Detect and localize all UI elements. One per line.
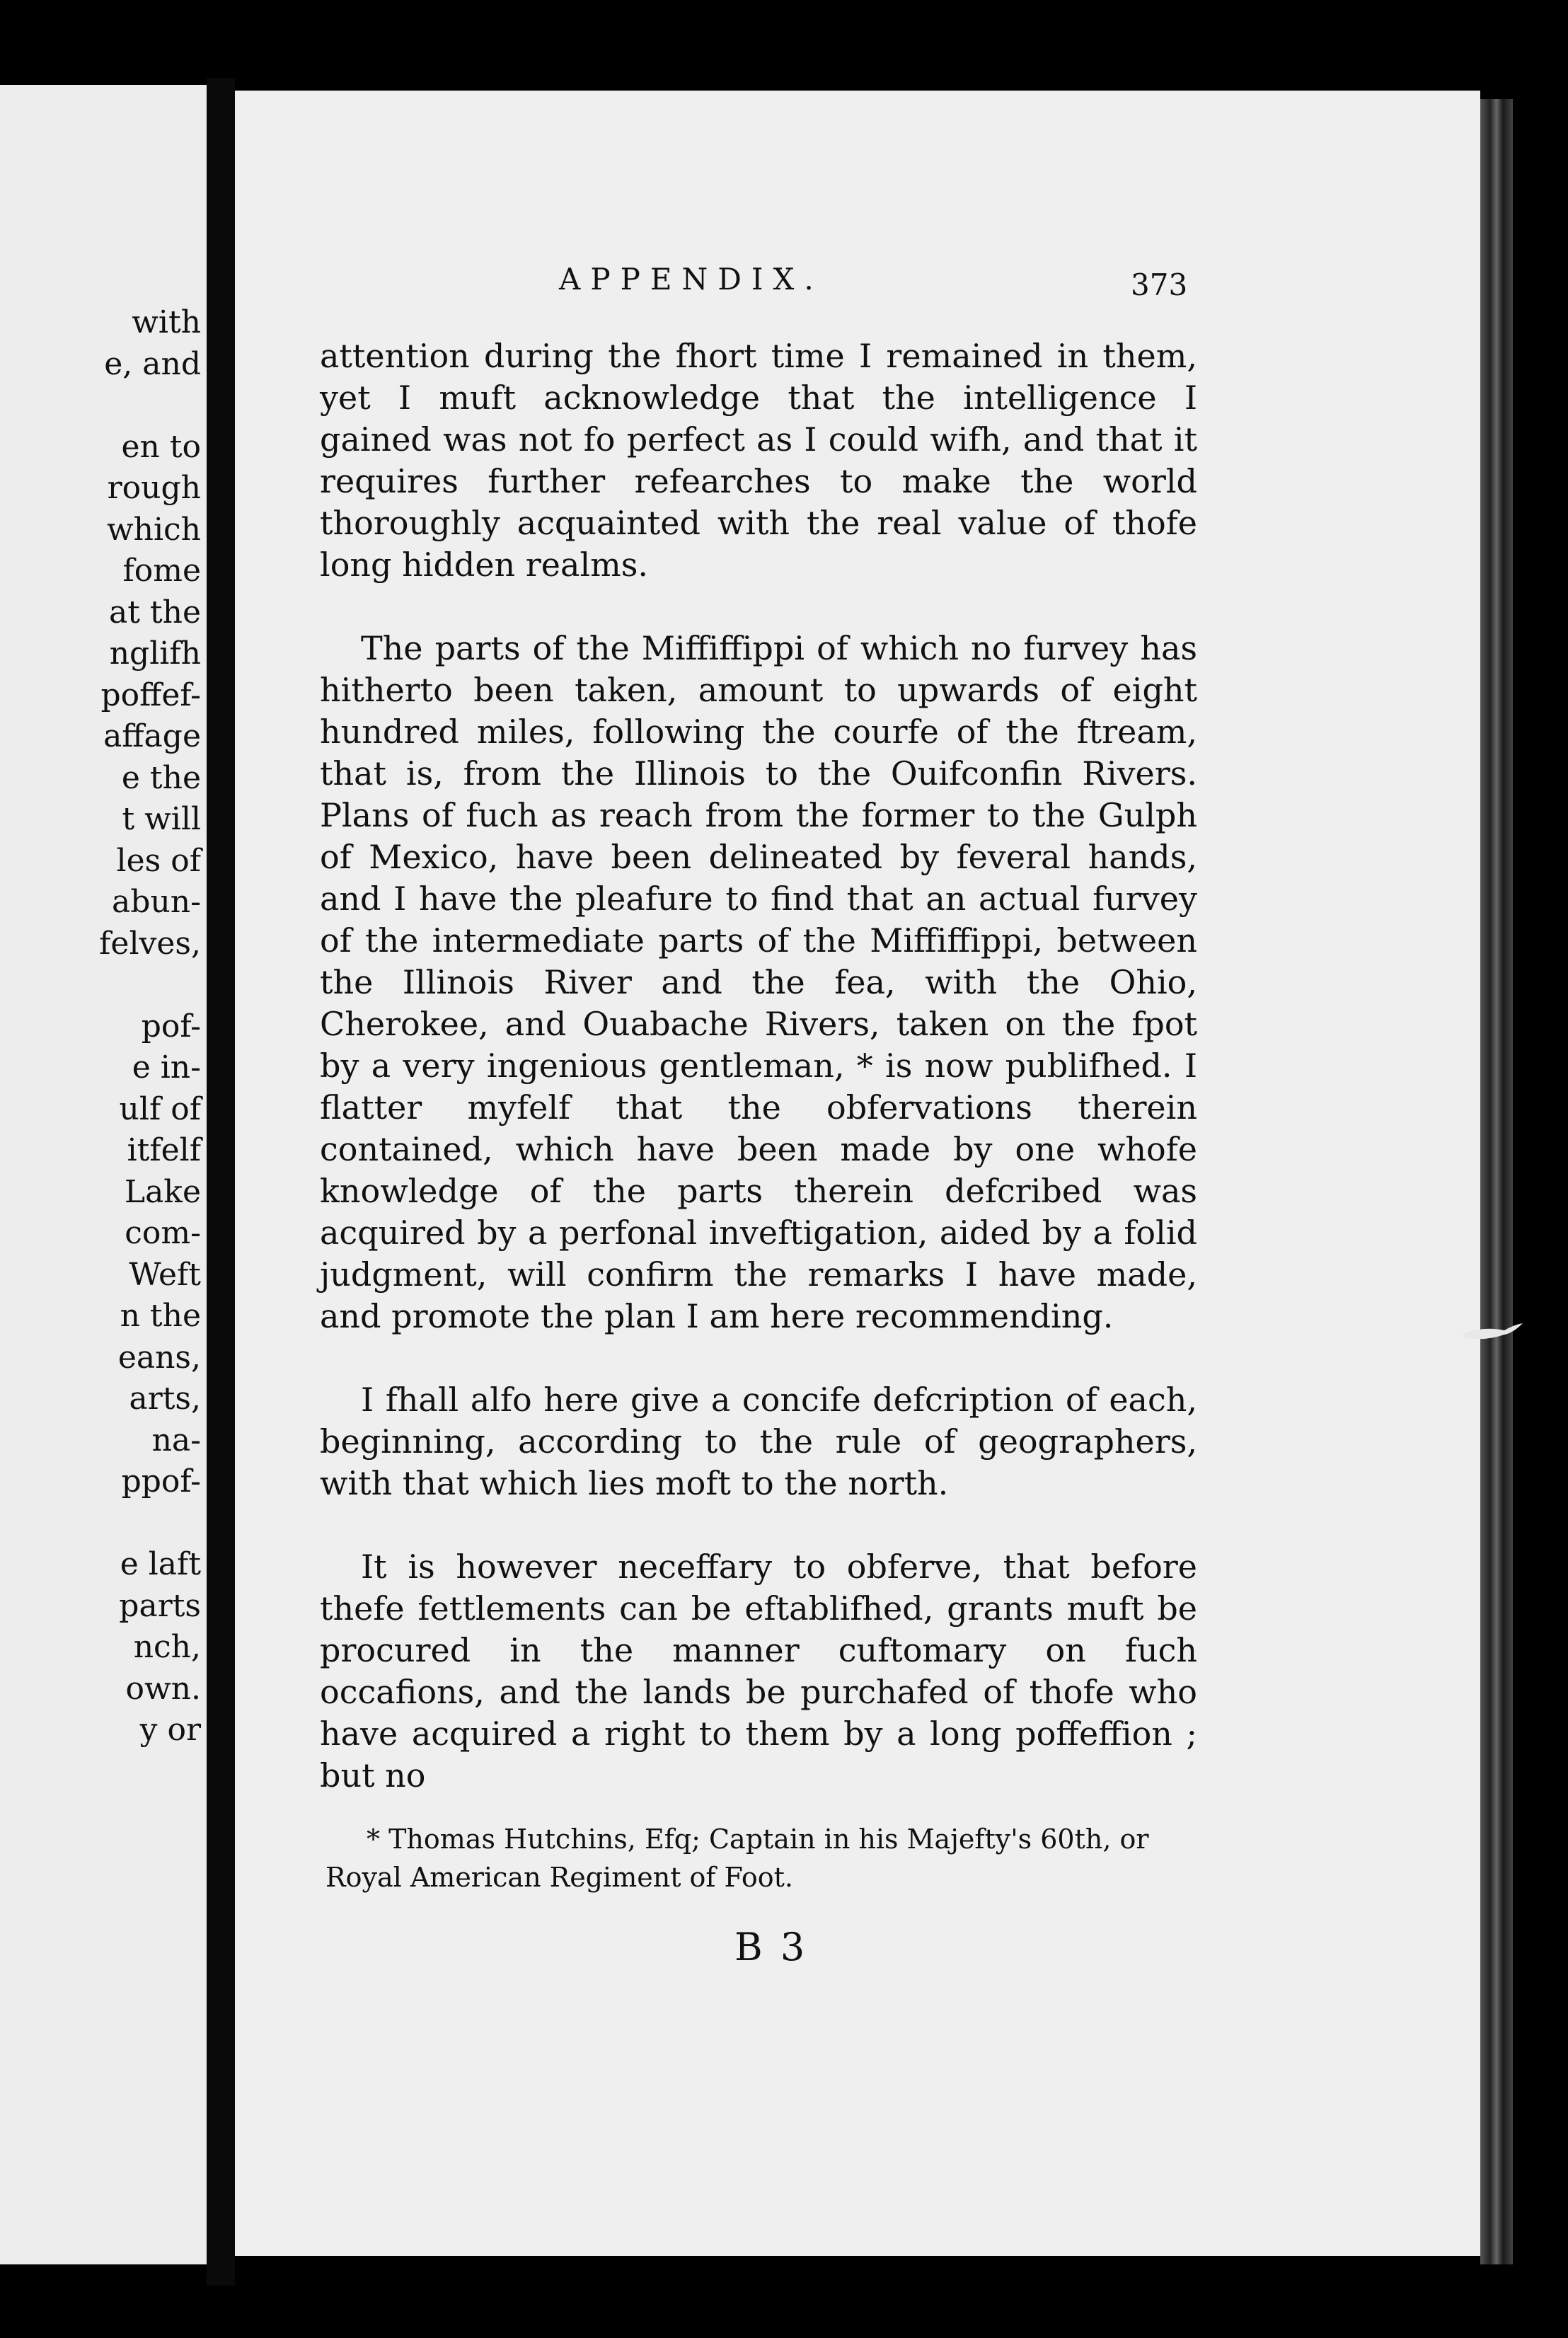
left-page-line: nch, bbox=[133, 1629, 201, 1665]
footnote-text: * Thomas Hutchins, Efq; Captain in his Majefty's 60th, or Royal American Regiment of Foot. bbox=[325, 1824, 1149, 1893]
left-page-line: t will bbox=[122, 801, 201, 837]
left-page-line: com- bbox=[125, 1215, 201, 1251]
paragraph-2-text: The parts of the Miffiffippi of which no furvey has hitherto been taken, amount to upwards of eight hundred miles, following the courfe of the ftream, that is, from the Illinois to the Ouifconfin Rivers. Plans of fuch as reach from the former to the Gulph of Mexico, have been delineated by feveral hands, and I have the pleafure to find that an actual furvey of the intermediate parts of the Miffiffippi, between the Illinois River and the fea, with the Ohio, Cherokee, and Ouabache Rivers, taken on the fpot by a very ingenious gentleman, * is now publifhed. I flatter myfelf that the obfervations therein contained, which have been made by one whofe knowledge of the parts therein defcribed was acquired by a perfonal inveftigation, aided by a folid judgment, will confirm the remarks I have made, and promote the plan I am here recommending. bbox=[320, 629, 1197, 1335]
left-page-line: felves, bbox=[99, 925, 201, 962]
running-head: APPENDIX. bbox=[559, 262, 824, 296]
left-page-line: na- bbox=[151, 1422, 201, 1458]
page-number: 373 bbox=[1131, 267, 1188, 302]
left-page-line: itfelf bbox=[127, 1132, 201, 1168]
left-page-line: which bbox=[106, 511, 201, 548]
left-page-line: e the bbox=[121, 759, 201, 796]
left-page-line: rough bbox=[107, 470, 201, 506]
left-page-line: e laft bbox=[120, 1546, 201, 1582]
paragraph-3-text: I fhall alfo here give a concife defcription of each, beginning, according to the rule of geographers, with that which lies moft to the north. bbox=[320, 1381, 1197, 1502]
left-page-line: en to bbox=[121, 428, 201, 465]
left-facing-page bbox=[0, 85, 207, 2264]
left-page-line: ulf of bbox=[119, 1090, 201, 1127]
left-page-line: at the bbox=[109, 594, 201, 630]
left-page-line: Weft bbox=[129, 1256, 201, 1293]
left-page-line: poffef- bbox=[100, 676, 201, 713]
left-page-line: n the bbox=[120, 1298, 201, 1334]
left-page-line: e, and bbox=[104, 345, 201, 382]
left-page-line: affage bbox=[103, 718, 201, 754]
signature-mark: B 3 bbox=[734, 1925, 808, 1969]
left-page-line: ppof- bbox=[121, 1463, 201, 1499]
left-page-line: nglifh bbox=[109, 635, 201, 672]
left-page-line: eans, bbox=[117, 1339, 201, 1376]
page-header bbox=[0, 262, 1568, 318]
left-page-line: parts bbox=[119, 1587, 201, 1624]
paragraph-1 bbox=[320, 335, 1197, 586]
paragraph-2 bbox=[320, 628, 1197, 1337]
book-gutter bbox=[207, 78, 235, 2286]
page-tab-mark bbox=[1463, 1323, 1523, 1344]
left-page-line: e in- bbox=[132, 1049, 201, 1086]
left-page-line: les of bbox=[116, 842, 201, 879]
left-page-line: with bbox=[132, 304, 201, 340]
paragraph-4-text: It is however neceffary to obferve, that before thefe fettlements can be eftablifhed, grants muft be procured in the manner cuftomary on fuch occafions, and the lands be purchafed of thofe who have acquired a right to them by a long poffeffion ; but no bbox=[320, 1548, 1197, 1795]
left-page-line: y or bbox=[139, 1712, 201, 1748]
paragraph-1-text: attention during the fhort time I remained in them, yet I muft acknowledge that the intelligence I gained was not fo perfect as I could wifh, and that it requires further refearches to make the world thoroughly acquainted with the real value of thofe long hidden realms. bbox=[320, 337, 1197, 584]
page-edge bbox=[1480, 99, 1513, 2264]
left-page-line: Lake bbox=[124, 1173, 201, 1210]
left-page-line: fome bbox=[122, 553, 201, 589]
left-page-line: own. bbox=[125, 1670, 201, 1707]
footnote bbox=[325, 1820, 1203, 1896]
body-text bbox=[320, 335, 1197, 1797]
left-page-line: pof- bbox=[141, 1008, 201, 1044]
left-page-line: abun- bbox=[112, 884, 201, 920]
left-page-line: arts, bbox=[129, 1381, 201, 1417]
paragraph-4 bbox=[320, 1546, 1197, 1797]
paragraph-3 bbox=[320, 1379, 1197, 1504]
